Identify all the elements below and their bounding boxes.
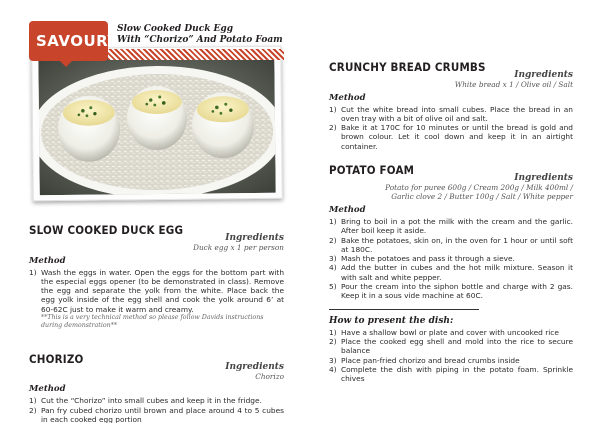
list-item: 2) Pan fry cubed chorizo until brown and place around 4 to 5 cubes in each cooked egg portion xyxy=(29,405,284,423)
method-steps xyxy=(29,396,284,423)
dish-title xyxy=(117,24,292,46)
list-item: 3) Mash the potatoes and pass it through a sieve. xyxy=(329,254,515,264)
ingredients-list-line-2: Garlic clove 2 / Butter 100g / Salt / White pepper xyxy=(391,192,573,202)
list-item: 2) Bake it at 170C for 10 minutes or until the bread is gold and brown colour. Let it cool down and keep it in an airtight container. xyxy=(329,123,573,151)
method-label: Method xyxy=(329,92,366,103)
left-column xyxy=(29,18,284,423)
method-label: Method xyxy=(329,204,366,215)
dish-photo-image xyxy=(38,53,275,195)
presentation-steps xyxy=(329,328,573,384)
recipe-header xyxy=(29,18,284,203)
ingredients-list-line-1: Potato for puree 600g / Cream 200g / Milk 400ml / xyxy=(385,182,573,192)
dish-title-line-1: Slow Cooked Duck Egg xyxy=(117,24,234,34)
ingredients-list: White bread x 1 / Olive oil / Salt xyxy=(454,80,573,89)
list-item: 1) Cut the “Chorizo” into small cubes and keep it in the fridge. xyxy=(29,396,262,406)
method-label: Method xyxy=(29,384,66,395)
presentation-heading: How to present the dish: xyxy=(329,315,454,326)
dish-title-line-2: With “Chorizo” And Potato Foam xyxy=(117,35,283,45)
ingredients-label: Ingredients xyxy=(514,70,573,80)
section-duck-egg xyxy=(29,223,284,330)
ingredients-label: Ingredients xyxy=(225,233,284,243)
list-item: 4) Complete the dish with piping in the potato foam. Sprinkle chives xyxy=(329,364,573,384)
category-tag-tail xyxy=(59,60,73,67)
method-steps xyxy=(329,105,573,151)
list-item: 1) Wash the eggs in water. Open the eggs for the bottom part with the especial eggs opener (to be demonstrated in class). Remove the egg and separate the yolk from the white. Place back the egg yolk inside of the egg shell and cook the yolk around 6’ at 60-62C just to make it warm and creamy. xyxy=(29,267,284,314)
list-item: 1) Cut the white bread into small cubes. Place the bread in an oven tray with a bit of olive oil and salt. xyxy=(329,104,573,123)
list-item: 1) Bring to boil in a pot the milk with the cream and the garlic. After boil keep it aside. xyxy=(329,216,573,236)
ingredients-label: Ingredients xyxy=(225,361,284,372)
section-heading: SLOW COOKED DUCK EGG xyxy=(29,223,184,237)
category-tag-label: SAVOURY xyxy=(36,32,119,50)
section-chorizo xyxy=(29,352,284,423)
section-heading: POTATO FOAM xyxy=(329,162,415,177)
dish-photo xyxy=(31,46,283,202)
list-item: 1) Have a shallow bowl or plate and cover with uncooked rice xyxy=(329,327,559,337)
ingredients-list: Duck egg x 1 per person xyxy=(193,243,284,252)
method-steps xyxy=(29,268,284,314)
section-bread-crumbs xyxy=(329,60,573,151)
list-item: 4) Add the butter in cubes and the hot milk mixture. Season it with salt and white pepper. xyxy=(329,263,573,282)
list-item: 5) Pour the cream into the siphon bottle and charge with 2 gas. Keep it in a sous vide machine at 60C. xyxy=(329,282,573,301)
ingredients-list: Chorizo xyxy=(255,371,284,381)
category-tag xyxy=(29,21,119,61)
list-item: 3) Place pan-fried chorizo and bread crumbs inside xyxy=(329,355,520,365)
section-heading: CHORIZO xyxy=(29,351,84,366)
section-presentation xyxy=(329,316,573,384)
method-label: Method xyxy=(29,255,66,266)
technical-note: **This is a very technical method so please follow Davids instructions during demonstration** xyxy=(41,313,264,329)
divider xyxy=(329,309,479,310)
section-potato-foam xyxy=(329,163,573,301)
ingredients-label: Ingredients xyxy=(514,172,573,183)
method-steps xyxy=(329,217,573,301)
accent-stripes xyxy=(108,49,284,60)
list-item: 2) Place the cooked egg shell and mold into the rice to secure balance xyxy=(329,336,573,356)
section-heading: CRUNCHY BREAD CRUMBS xyxy=(329,60,486,74)
list-item: 2) Bake the potatoes, skin on, in the oven for 1 hour or until soft at 180C. xyxy=(329,235,573,254)
right-column xyxy=(329,60,573,383)
